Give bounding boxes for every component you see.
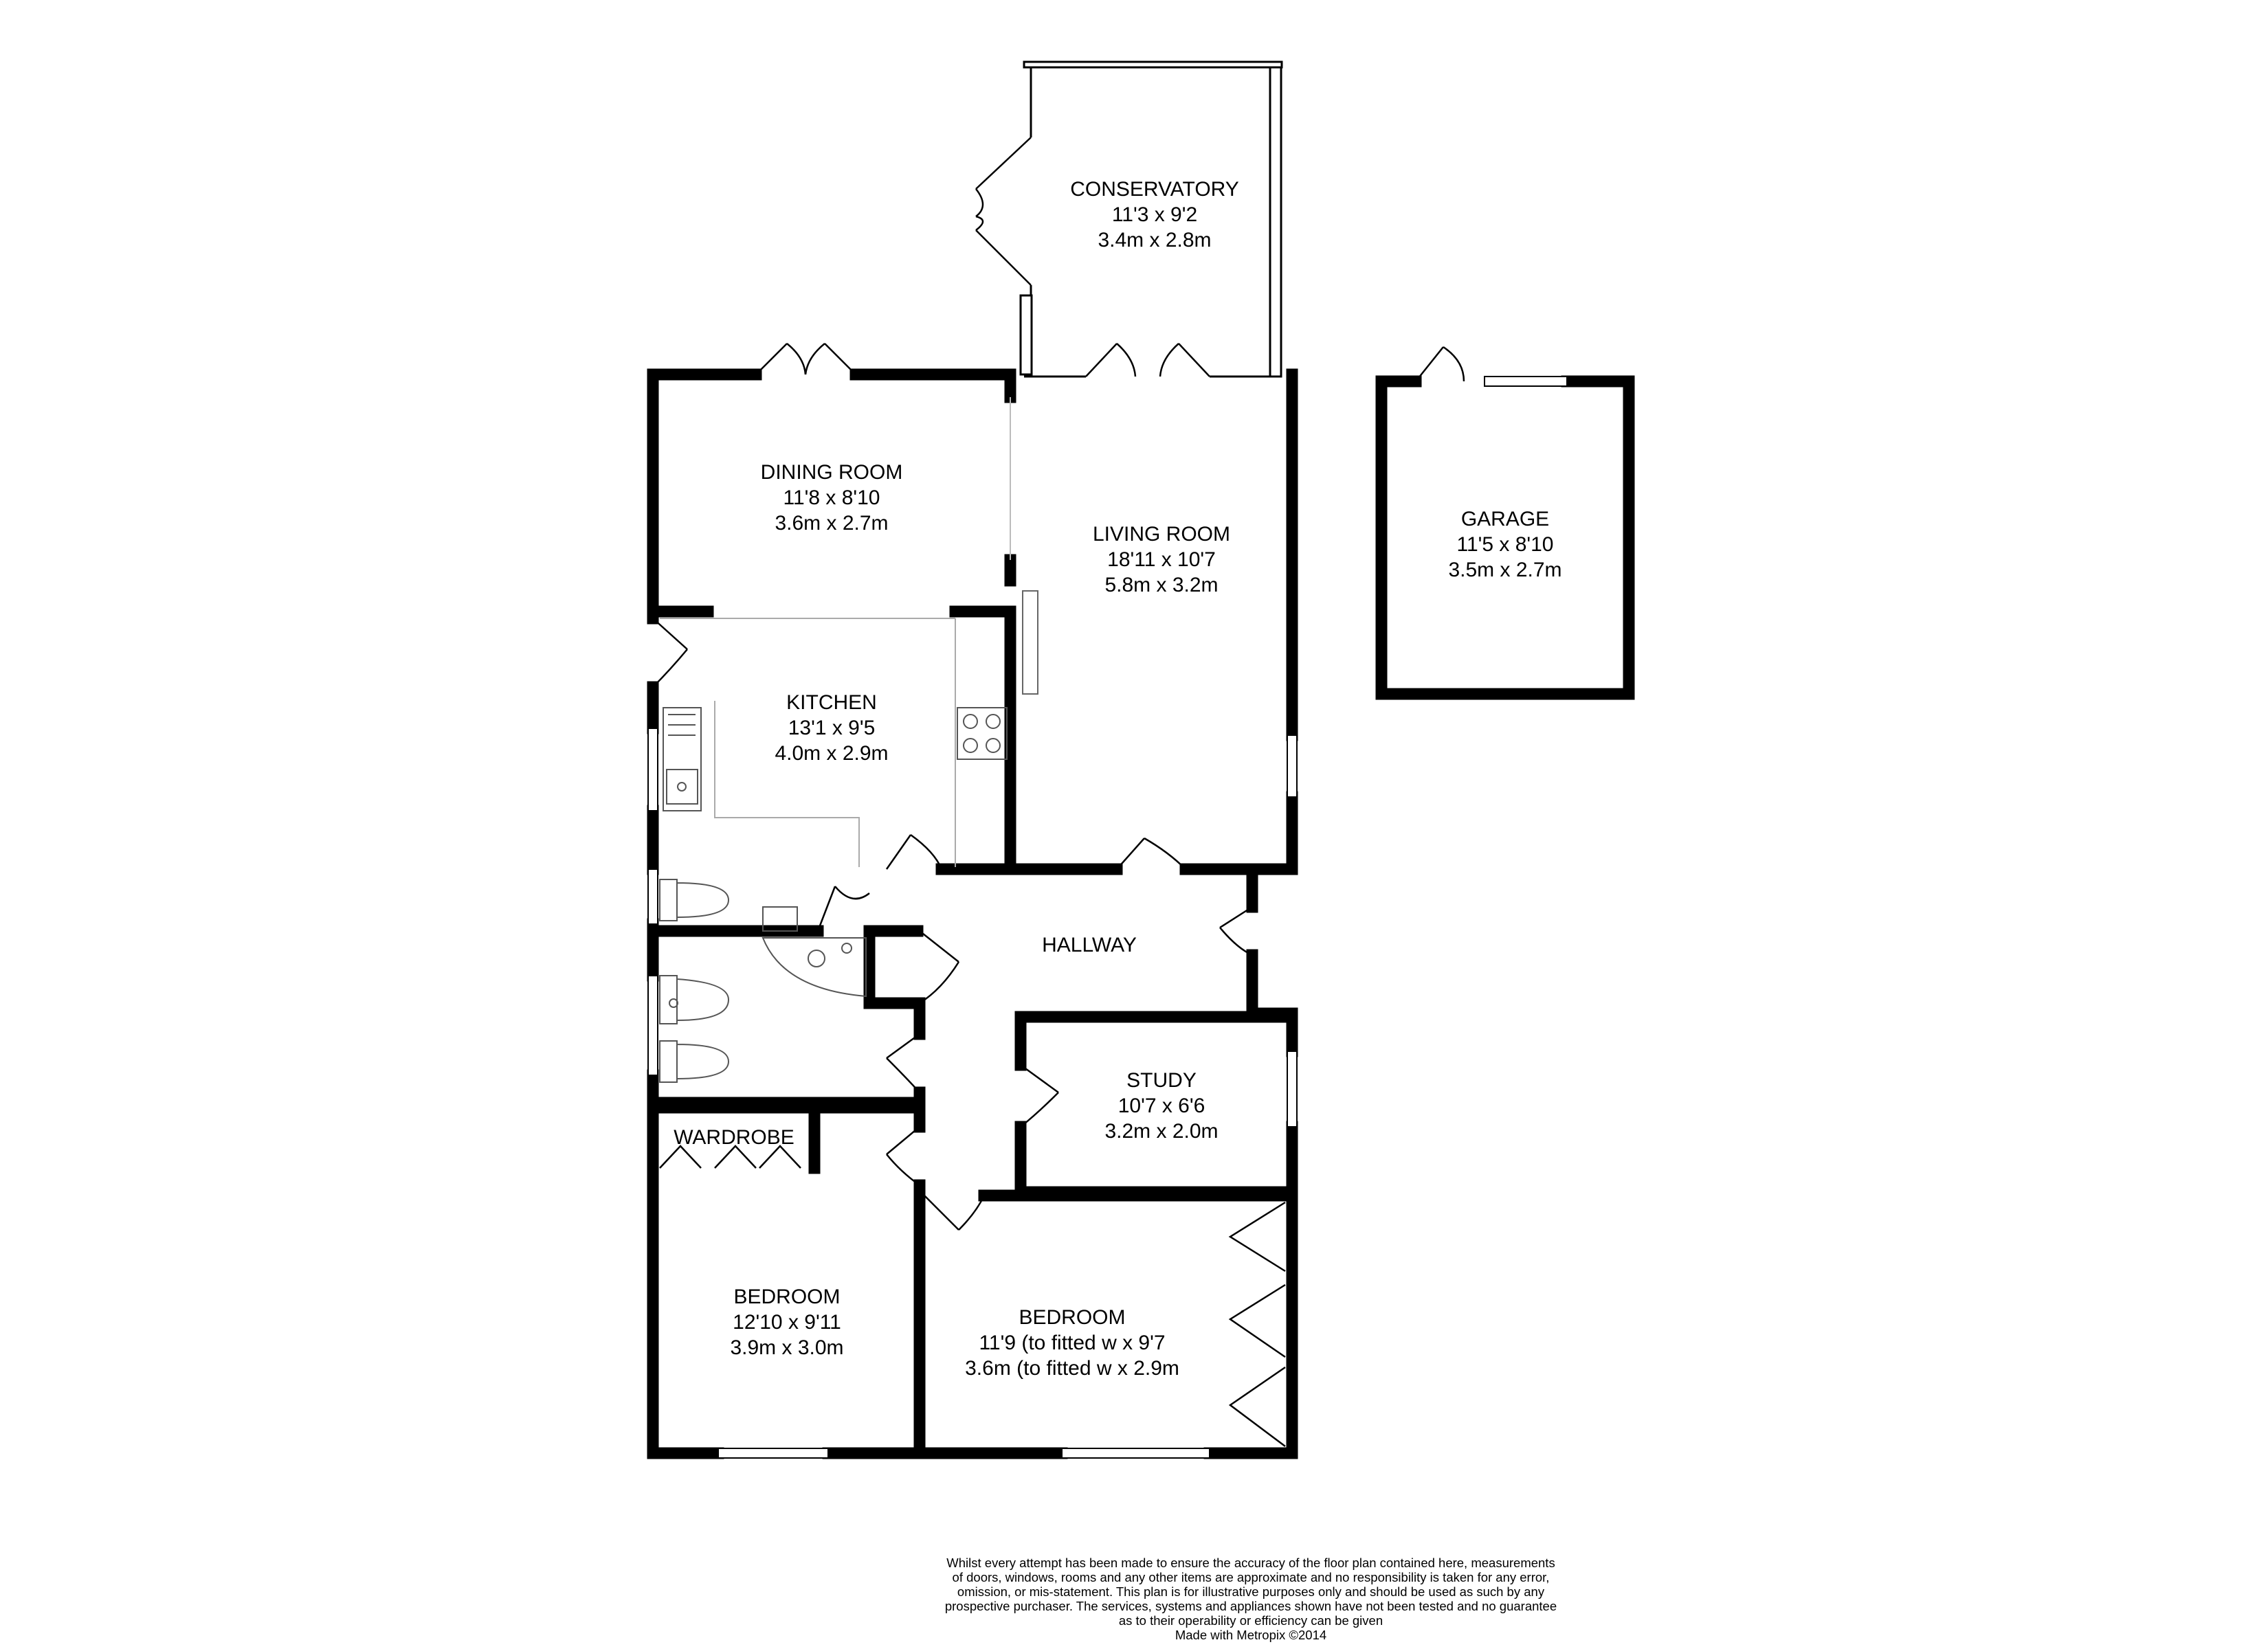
study-imperial: 10'7 x 6'6 xyxy=(1118,1095,1205,1117)
disclaimer xyxy=(790,1556,1711,1628)
hallway-name: HALLWAY xyxy=(1042,934,1137,956)
bedroom-1-metric: 3.9m x 3.0m xyxy=(730,1336,844,1359)
disclaimer-line: of doors, windows, rooms and any other items are approximate and no responsibility is taken for any error, xyxy=(952,1570,1550,1584)
dining-room-metric: 3.6m x 2.7m xyxy=(775,512,889,535)
disclaimer-line: omission, or mis-statement. This plan is for illustrative purposes only and should be used as such by any xyxy=(957,1584,1545,1599)
garage-imperial: 11'5 x 8'10 xyxy=(1456,533,1554,556)
garage-name: GARAGE xyxy=(1460,508,1550,530)
study-name: STUDY xyxy=(1126,1069,1197,1092)
conservatory-imperial: 11'3 x 9'2 xyxy=(1111,203,1198,226)
conservatory-name: CONSERVATORY xyxy=(1070,178,1239,201)
disclaimer-line: Whilst every attempt has been made to ensure the accuracy of the floor plan contained here, measurements xyxy=(946,1556,1555,1570)
bedroom-2-metric: 3.6m (to fitted w x 2.9m xyxy=(965,1357,1179,1380)
kitchen-name: KITCHEN xyxy=(786,691,877,714)
kitchen-imperial: 13'1 x 9'5 xyxy=(788,717,876,739)
dining-room-name: DINING ROOM xyxy=(760,461,903,484)
conservatory-metric: 3.4m x 2.8m xyxy=(1098,229,1212,251)
study-metric: 3.2m x 2.0m xyxy=(1104,1120,1219,1143)
living-room-metric: 5.8m x 3.2m xyxy=(1104,574,1219,596)
doors xyxy=(653,137,1464,1446)
basin-icon xyxy=(660,976,729,1024)
bedroom-1-imperial: 12'10 x 9'11 xyxy=(733,1311,841,1334)
dining-room-imperial: 11'8 x 8'10 xyxy=(783,486,880,509)
disclaimer-line: prospective purchaser. The services, systems and appliances shown have not been tested and no guarantee xyxy=(944,1599,1557,1613)
bedroom-2-imperial: 11'9 (to fitted w x 9'7 xyxy=(979,1332,1166,1354)
garage-metric: 3.5m x 2.7m xyxy=(1448,559,1562,581)
hob-icon xyxy=(957,708,1007,759)
living-room-imperial: 18'11 x 10'7 xyxy=(1107,548,1216,571)
living-room-name: LIVING ROOM xyxy=(1092,523,1231,546)
bedroom-1-name: BEDROOM xyxy=(733,1286,841,1308)
toilet-icon xyxy=(660,1041,729,1082)
kitchen-metric: 4.0m x 2.9m xyxy=(775,742,889,765)
kitchen-sink-icon xyxy=(663,708,701,811)
credit: Made with Metropix ©2014 xyxy=(1175,1628,1327,1642)
bedroom-2-name: BEDROOM xyxy=(1019,1306,1126,1329)
wardrobe-name: WARDROBE xyxy=(674,1126,794,1149)
toilet-icon xyxy=(660,879,729,921)
disclaimer-line: as to their operability or efficiency can be given xyxy=(1118,1613,1383,1628)
